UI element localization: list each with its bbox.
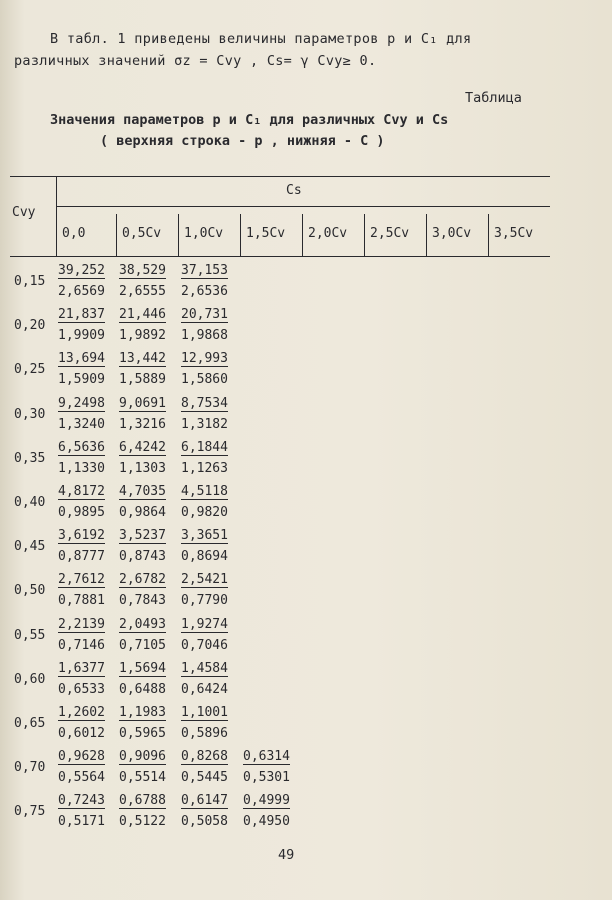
- cell-p: 0,6147: [181, 793, 228, 809]
- cell-c: 0,8777: [58, 549, 105, 565]
- col-divider: [488, 214, 489, 256]
- cell-p: 0,6314: [243, 749, 290, 765]
- cell-p: 8,7534: [181, 395, 228, 411]
- cell-p: 0,6788: [119, 793, 166, 809]
- column-header: 0,5Cv: [122, 226, 162, 241]
- cell-c: 1,1263: [181, 460, 228, 476]
- cell-c: 0,6012: [58, 726, 105, 741]
- row-label-cvy: 0,55: [14, 627, 46, 643]
- cell-p: 3,3651: [181, 528, 228, 544]
- cell-p: 2,5421: [181, 572, 228, 588]
- cell-p: 1,5694: [119, 660, 166, 676]
- column-header: 1,0Cv: [184, 226, 224, 241]
- cell-p: 21,446: [119, 307, 166, 323]
- cell-c: 0,5965: [119, 726, 166, 741]
- cell-p: 1,4584: [181, 660, 228, 676]
- cell-c: 1,3216: [119, 416, 166, 432]
- row-label-cvy: 0,30: [14, 406, 46, 422]
- cell-c: 0,7843: [119, 593, 166, 609]
- cell-c: 1,5889: [119, 372, 166, 388]
- column-header: 3,5Cv: [494, 226, 534, 241]
- cell-c: 0,7046: [181, 637, 228, 653]
- row-label-cvy: 0,40: [14, 495, 46, 510]
- cell-c: 0,5171: [58, 814, 105, 830]
- row-label-cvy: 0,75: [14, 804, 46, 820]
- cell-c: 2,6536: [181, 284, 228, 299]
- table-title: Значения параметров p и C₁ для различных Cvy и Cs: [50, 112, 449, 128]
- cell-c: 1,3182: [181, 416, 228, 432]
- cell-c: 0,8694: [181, 549, 228, 565]
- cell-p: 1,1983: [119, 705, 166, 720]
- cell-c: 0,5564: [58, 770, 105, 786]
- table-label: Таблица: [465, 90, 522, 106]
- cell-p: 2,6782: [119, 572, 166, 588]
- cell-c: 1,1330: [58, 460, 105, 476]
- cell-c: 0,9864: [119, 505, 166, 520]
- cell-c: 0,6533: [58, 681, 105, 697]
- cell-c: 1,9909: [58, 328, 105, 344]
- col-divider: [426, 214, 427, 256]
- col-divider: [302, 214, 303, 256]
- cell-c: 0,5896: [181, 726, 228, 741]
- row-header-cvy: Cvy: [12, 205, 36, 220]
- row-label-cvy: 0,20: [14, 318, 46, 334]
- cell-p: 9,2498: [58, 395, 105, 411]
- cell-p: 3,6192: [58, 528, 105, 544]
- header-bottom-rule: [10, 256, 550, 257]
- column-header: 2,0Cv: [308, 226, 348, 241]
- cell-c: 0,7146: [58, 637, 105, 653]
- cell-p: 1,1001: [181, 705, 228, 720]
- table-top-rule: [10, 176, 550, 177]
- cell-p: 1,2602: [58, 705, 105, 720]
- cell-c: 1,5909: [58, 372, 105, 388]
- table-subtitle: ( верхняя строка - p , нижняя - C ): [100, 133, 385, 149]
- cell-c: 0,4950: [243, 814, 290, 830]
- cell-p: 0,8268: [181, 749, 228, 765]
- cell-c: 1,1303: [119, 460, 166, 476]
- cell-p: 4,7035: [119, 484, 166, 499]
- cell-p: 0,9096: [119, 749, 166, 765]
- cell-c: 0,5445: [181, 770, 228, 786]
- cell-p: 4,8172: [58, 484, 105, 499]
- cell-c: 0,7790: [181, 593, 228, 609]
- cell-p: 2,0493: [119, 616, 166, 632]
- cell-p: 4,5118: [181, 484, 228, 499]
- col-divider: [240, 214, 241, 256]
- cell-c: 1,3240: [58, 416, 105, 432]
- cell-p: 6,1844: [181, 439, 228, 455]
- cell-p: 3,5237: [119, 528, 166, 544]
- cell-c: 0,7881: [58, 593, 105, 609]
- cell-c: 0,5514: [119, 770, 166, 786]
- cell-c: 0,5058: [181, 814, 228, 830]
- cell-c: 1,5860: [181, 372, 228, 388]
- cell-p: 1,9274: [181, 616, 228, 632]
- cell-p: 39,252: [58, 263, 105, 278]
- cell-p: 1,6377: [58, 660, 105, 676]
- cell-c: 0,5301: [243, 770, 290, 786]
- cell-c: 2,6555: [119, 284, 166, 299]
- column-header: 3,0Cv: [432, 226, 472, 241]
- row-header-divider: [56, 176, 57, 256]
- cell-c: 0,9820: [181, 505, 228, 520]
- cell-p: 20,731: [181, 307, 228, 323]
- row-label-cvy: 0,25: [14, 362, 46, 378]
- column-header: 1,5Cv: [246, 226, 286, 241]
- cell-p: 6,5636: [58, 439, 105, 455]
- row-label-cvy: 0,60: [14, 671, 46, 687]
- cell-p: 0,7243: [58, 793, 105, 809]
- cell-p: 37,153: [181, 263, 228, 278]
- col-divider: [116, 214, 117, 256]
- cell-p: 6,4242: [119, 439, 166, 455]
- cell-c: 0,8743: [119, 549, 166, 565]
- intro-line-1: В табл. 1 приведены величины параметров p и C₁ для: [50, 31, 472, 47]
- column-header: 0,0: [62, 226, 86, 241]
- page-number: 49: [278, 847, 295, 863]
- cell-c: 1,9892: [119, 328, 166, 344]
- column-group-header-cs: Cs: [286, 183, 302, 198]
- cell-p: 12,993: [181, 351, 228, 367]
- cell-c: 0,7105: [119, 637, 166, 653]
- cell-c: 2,6569: [58, 284, 105, 299]
- col-divider: [178, 214, 179, 256]
- intro-line-2: различных значений σz = Cvy , Cs= γ Cvy≥ 0.: [14, 53, 377, 69]
- column-header: 2,5Cv: [370, 226, 410, 241]
- row-label-cvy: 0,65: [14, 716, 46, 731]
- row-label-cvy: 0,70: [14, 760, 46, 776]
- cell-c: 0,6488: [119, 681, 166, 697]
- cell-p: 13,694: [58, 351, 105, 367]
- row-label-cvy: 0,50: [14, 583, 46, 599]
- row-label-cvy: 0,45: [14, 539, 46, 555]
- cell-c: 1,9868: [181, 328, 228, 344]
- cell-c: 0,6424: [181, 681, 228, 697]
- row-label-cvy: 0,35: [14, 450, 46, 466]
- row-label-cvy: 0,15: [14, 274, 46, 289]
- col-divider: [364, 214, 365, 256]
- cell-c: 0,9895: [58, 505, 105, 520]
- cell-p: 21,837: [58, 307, 105, 323]
- intro-paragraph: [14, 28, 574, 72]
- cell-p: 13,442: [119, 351, 166, 367]
- cell-p: 0,4999: [243, 793, 290, 809]
- cell-p: 2,2139: [58, 616, 105, 632]
- cs-group-rule: [56, 206, 550, 207]
- cell-p: 0,9628: [58, 749, 105, 765]
- cell-c: 0,5122: [119, 814, 166, 830]
- cell-p: 9,0691: [119, 395, 166, 411]
- cell-p: 2,7612: [58, 572, 105, 588]
- cell-p: 38,529: [119, 263, 166, 278]
